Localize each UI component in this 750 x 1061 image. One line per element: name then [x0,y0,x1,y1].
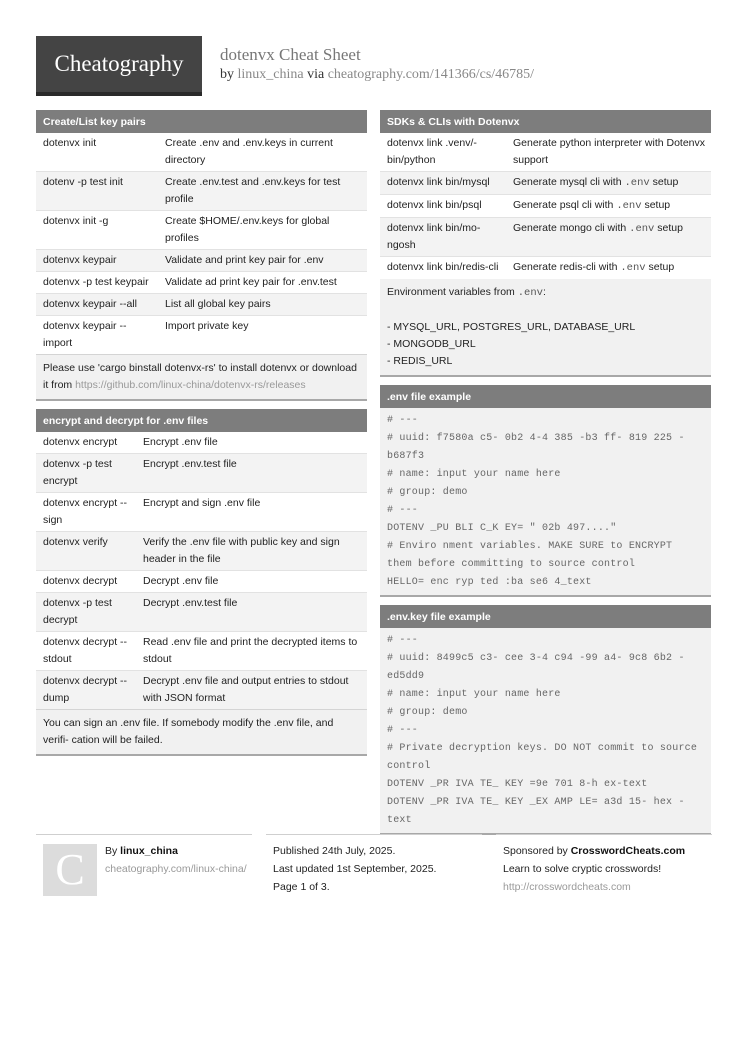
description-text: Encrypt .env.test file [143,458,237,470]
code-line: # Enviro nment variables. MAKE SURE to ENCRYPT [387,541,673,552]
page-title: dotenvx Cheat Sheet [220,45,361,64]
env-vars-note [380,279,711,375]
command-cell: dotenvx verify [43,536,108,548]
envkey-example-section [380,605,711,835]
code-line: # group: demo [387,487,468,498]
command-cell: dotenvx keypair --all [43,298,137,310]
command-cell: dotenvx decrypt [43,575,118,587]
code-line: text [387,815,412,826]
sponsor-label: Sponsored by [503,845,571,857]
command-cell: dotenvx decrypt -- stdout [43,636,128,665]
author-avatar: C [43,844,97,896]
cheatography-logo[interactable]: Cheatography [36,36,202,96]
byline [220,67,534,83]
sponsor-tagline: Learn to solve cryptic crosswords! [503,863,662,875]
description-cell [509,174,711,192]
code-line: DOTENV _PR IVA TE_ KEY =9e 701 8-h ex-text [387,779,648,790]
page-header [36,36,716,96]
table-row [36,294,367,316]
command-cell: dotenvx init [43,137,97,149]
section-title: encrypt and decrypt for .env files [36,409,367,432]
table-row [36,593,367,632]
code-line: DOTENV _PU BLI C_K EY= " 02b 497...." [387,523,617,534]
table-row [36,432,367,454]
command-cell: dotenvx -p test keypair [43,276,149,288]
code-line: # uuid: 8499c5 c3- cee 3-4 c94 -99 a4- 9c8 6b2 - [387,653,685,664]
right-column [380,110,711,843]
envkey-example-code [380,628,711,833]
via-label: via [307,67,325,82]
table-row [36,133,367,172]
command-cell: dotenvx keypair -- import [43,320,127,349]
code-line: DOTENV _PR IVA TE_ KEY _EX AMP LE= a3d 15- hex - [387,797,685,808]
description-text: Decrypt .env file [143,575,219,587]
env-var-item: - MONGODB_URL [387,338,476,350]
description-cell [139,634,367,668]
description-text: Generate mongo cli with [513,222,630,234]
description-cell [509,220,711,254]
sheet-url-link[interactable]: cheatography.com/141366/cs/46785/ [327,67,535,82]
description-cell [161,213,367,247]
code-line: control [387,761,431,772]
sponsor-link[interactable]: CrosswordCheats.com [570,845,686,857]
description-cell [139,534,367,568]
description-text: Verify the .env file with public key and sign header in the file [143,536,340,565]
inline-code: .env [620,262,646,274]
description-text: Import private key [165,320,249,332]
command-cell: dotenvx encrypt [43,436,118,448]
command-cell: dotenvx link bin/mysql [387,176,490,188]
table-row [36,211,367,250]
footer-author [36,834,252,905]
code-line: # Private decryption keys. DO NOT commit to source [387,743,698,754]
inline-code: .env [624,177,650,189]
table-row [36,250,367,272]
create-list-section [36,110,367,401]
env-code: .env [517,287,543,299]
description-text: Generate psql cli with [513,199,617,211]
inline-code: .env [629,223,655,235]
table-row [380,195,711,218]
description-text: List all global key pairs [165,298,271,310]
section-title: Create/List key pairs [36,110,367,133]
description-text: Encrypt .env file [143,436,218,448]
description-text: Generate redis-cli with [513,261,621,273]
description-text: Create $HOME/.env.keys for global profiles [165,215,330,244]
table-row [36,272,367,294]
code-line: ed5dd9 [387,671,425,682]
left-column [36,110,367,764]
section-title: .env.key file example [380,605,711,628]
description-cell [139,495,367,529]
description-cell [509,259,711,277]
description-cell [139,595,367,629]
footer-author-url[interactable]: cheatography.com/linux-china/ [105,863,247,875]
description-cell [139,434,367,451]
table-row [36,632,367,671]
code-line: # name: input your name here [387,469,561,480]
description-tail: setup [649,176,679,188]
command-cell: dotenvx init -g [43,215,109,227]
description-cell [509,197,711,215]
description-text: Decrypt .env.test file [143,597,238,609]
section-title: .env file example [380,385,711,408]
table-row [380,218,711,257]
author-link[interactable]: linux_china [237,67,304,82]
page-footer [36,834,712,904]
env-colon: : [542,286,546,298]
description-cell [139,673,367,707]
sponsor-url[interactable]: http://crosswordcheats.com [503,881,631,893]
table-row [36,172,367,211]
command-cell: dotenvx link bin/mo- ngosh [387,222,481,251]
footer-sponsor [496,834,712,905]
command-cell: dotenvx keypair [43,254,117,266]
encrypt-section [36,409,367,756]
sdks-table [380,133,711,279]
by-label: by [220,67,234,82]
table-row [36,532,367,571]
code-line: them before committing to source control [387,559,636,570]
description-cell [161,296,367,313]
description-text: Read .env file and print the decrypted items to stdout [143,636,358,665]
description-cell [161,135,367,169]
code-line: HELLO= enc ryp ted :ba se6 4_text [387,577,592,588]
footer-author-name[interactable]: linux_china [120,845,178,857]
install-note-text: Please use 'cargo binstall dotenvx-rs' to install dotenvx or download it from [43,362,357,391]
description-text: Create .env.test and .env.keys for test profile [165,176,341,205]
releases-link[interactable]: https://github.com/linux-china/dotenvx-rs/releases [75,379,306,391]
table-row [36,571,367,593]
description-text: Generate python interpreter with Dotenvx support [513,137,706,166]
env-var-item: - REDIS_URL [387,355,453,367]
description-cell [139,456,367,490]
code-line: # --- [387,635,419,646]
table-row [36,493,367,532]
section-title: SDKs & CLIs with Dotenvx [380,110,711,133]
code-line: # uuid: f7580a c5- 0b2 4-4 385 -b3 ff- 819 225 - [387,433,685,444]
env-var-item: - MYSQL_URL, POSTGRES_URL, DATABASE_URL [387,321,636,333]
footer-dates [266,834,482,905]
code-line: b687f3 [387,451,425,462]
command-cell: dotenv -p test init [43,176,123,188]
command-cell: dotenvx decrypt -- dump [43,675,128,704]
sign-note: You can sign an .env file. If somebody modify the .env file, and verifi- cation will be failed. [36,709,367,754]
env-example-code [380,408,711,595]
description-cell [509,135,711,169]
code-line: # name: input your name here [387,689,561,700]
env-var-list [387,319,704,370]
sdks-section [380,110,711,377]
table-row [380,172,711,195]
table-row [36,454,367,493]
description-cell [139,573,367,590]
command-cell: dotenvx link bin/redis-cli [387,261,499,273]
published-date: Published 24th July, 2025. [273,845,396,857]
description-tail: setup [641,199,671,211]
install-note [36,354,367,399]
command-cell: dotenvx -p test encrypt [43,458,112,487]
create-list-table [36,133,367,354]
encrypt-table [36,432,367,709]
code-line: # --- [387,415,419,426]
code-line: # --- [387,725,419,736]
updated-date: Last updated 1st September, 2025. [273,863,437,875]
description-text: Validate ad print key pair for .env.test [165,276,337,288]
table-row [36,316,367,354]
code-line: # --- [387,505,419,516]
description-text: Validate and print key pair for .env [165,254,324,266]
description-tail: setup [654,222,683,234]
description-text: Create .env and .env.keys in current directory [165,137,333,166]
command-cell: dotenvx link bin/psql [387,199,482,211]
command-cell: dotenvx -p test decrypt [43,597,112,626]
description-cell [161,318,367,352]
description-cell [161,252,367,269]
page-number: Page 1 of 3. [273,881,330,893]
command-cell: dotenvx link .venv/- bin/python [387,137,477,166]
description-cell [161,174,367,208]
description-text: Decrypt .env file and output entries to stdout with JSON format [143,675,349,704]
table-row [380,133,711,172]
env-intro: Environment variables from [387,286,518,298]
description-text: Generate mysql cli with [513,176,625,188]
description-text: Encrypt and sign .env file [143,497,261,509]
table-row [380,257,711,279]
command-cell: dotenvx encrypt -- sign [43,497,128,526]
inline-code: .env [616,200,642,212]
env-example-section [380,385,711,597]
table-row [36,671,367,709]
description-tail: setup [645,261,675,273]
footer-by-label: By [105,845,121,857]
description-cell [161,274,367,291]
code-line: # group: demo [387,707,468,718]
